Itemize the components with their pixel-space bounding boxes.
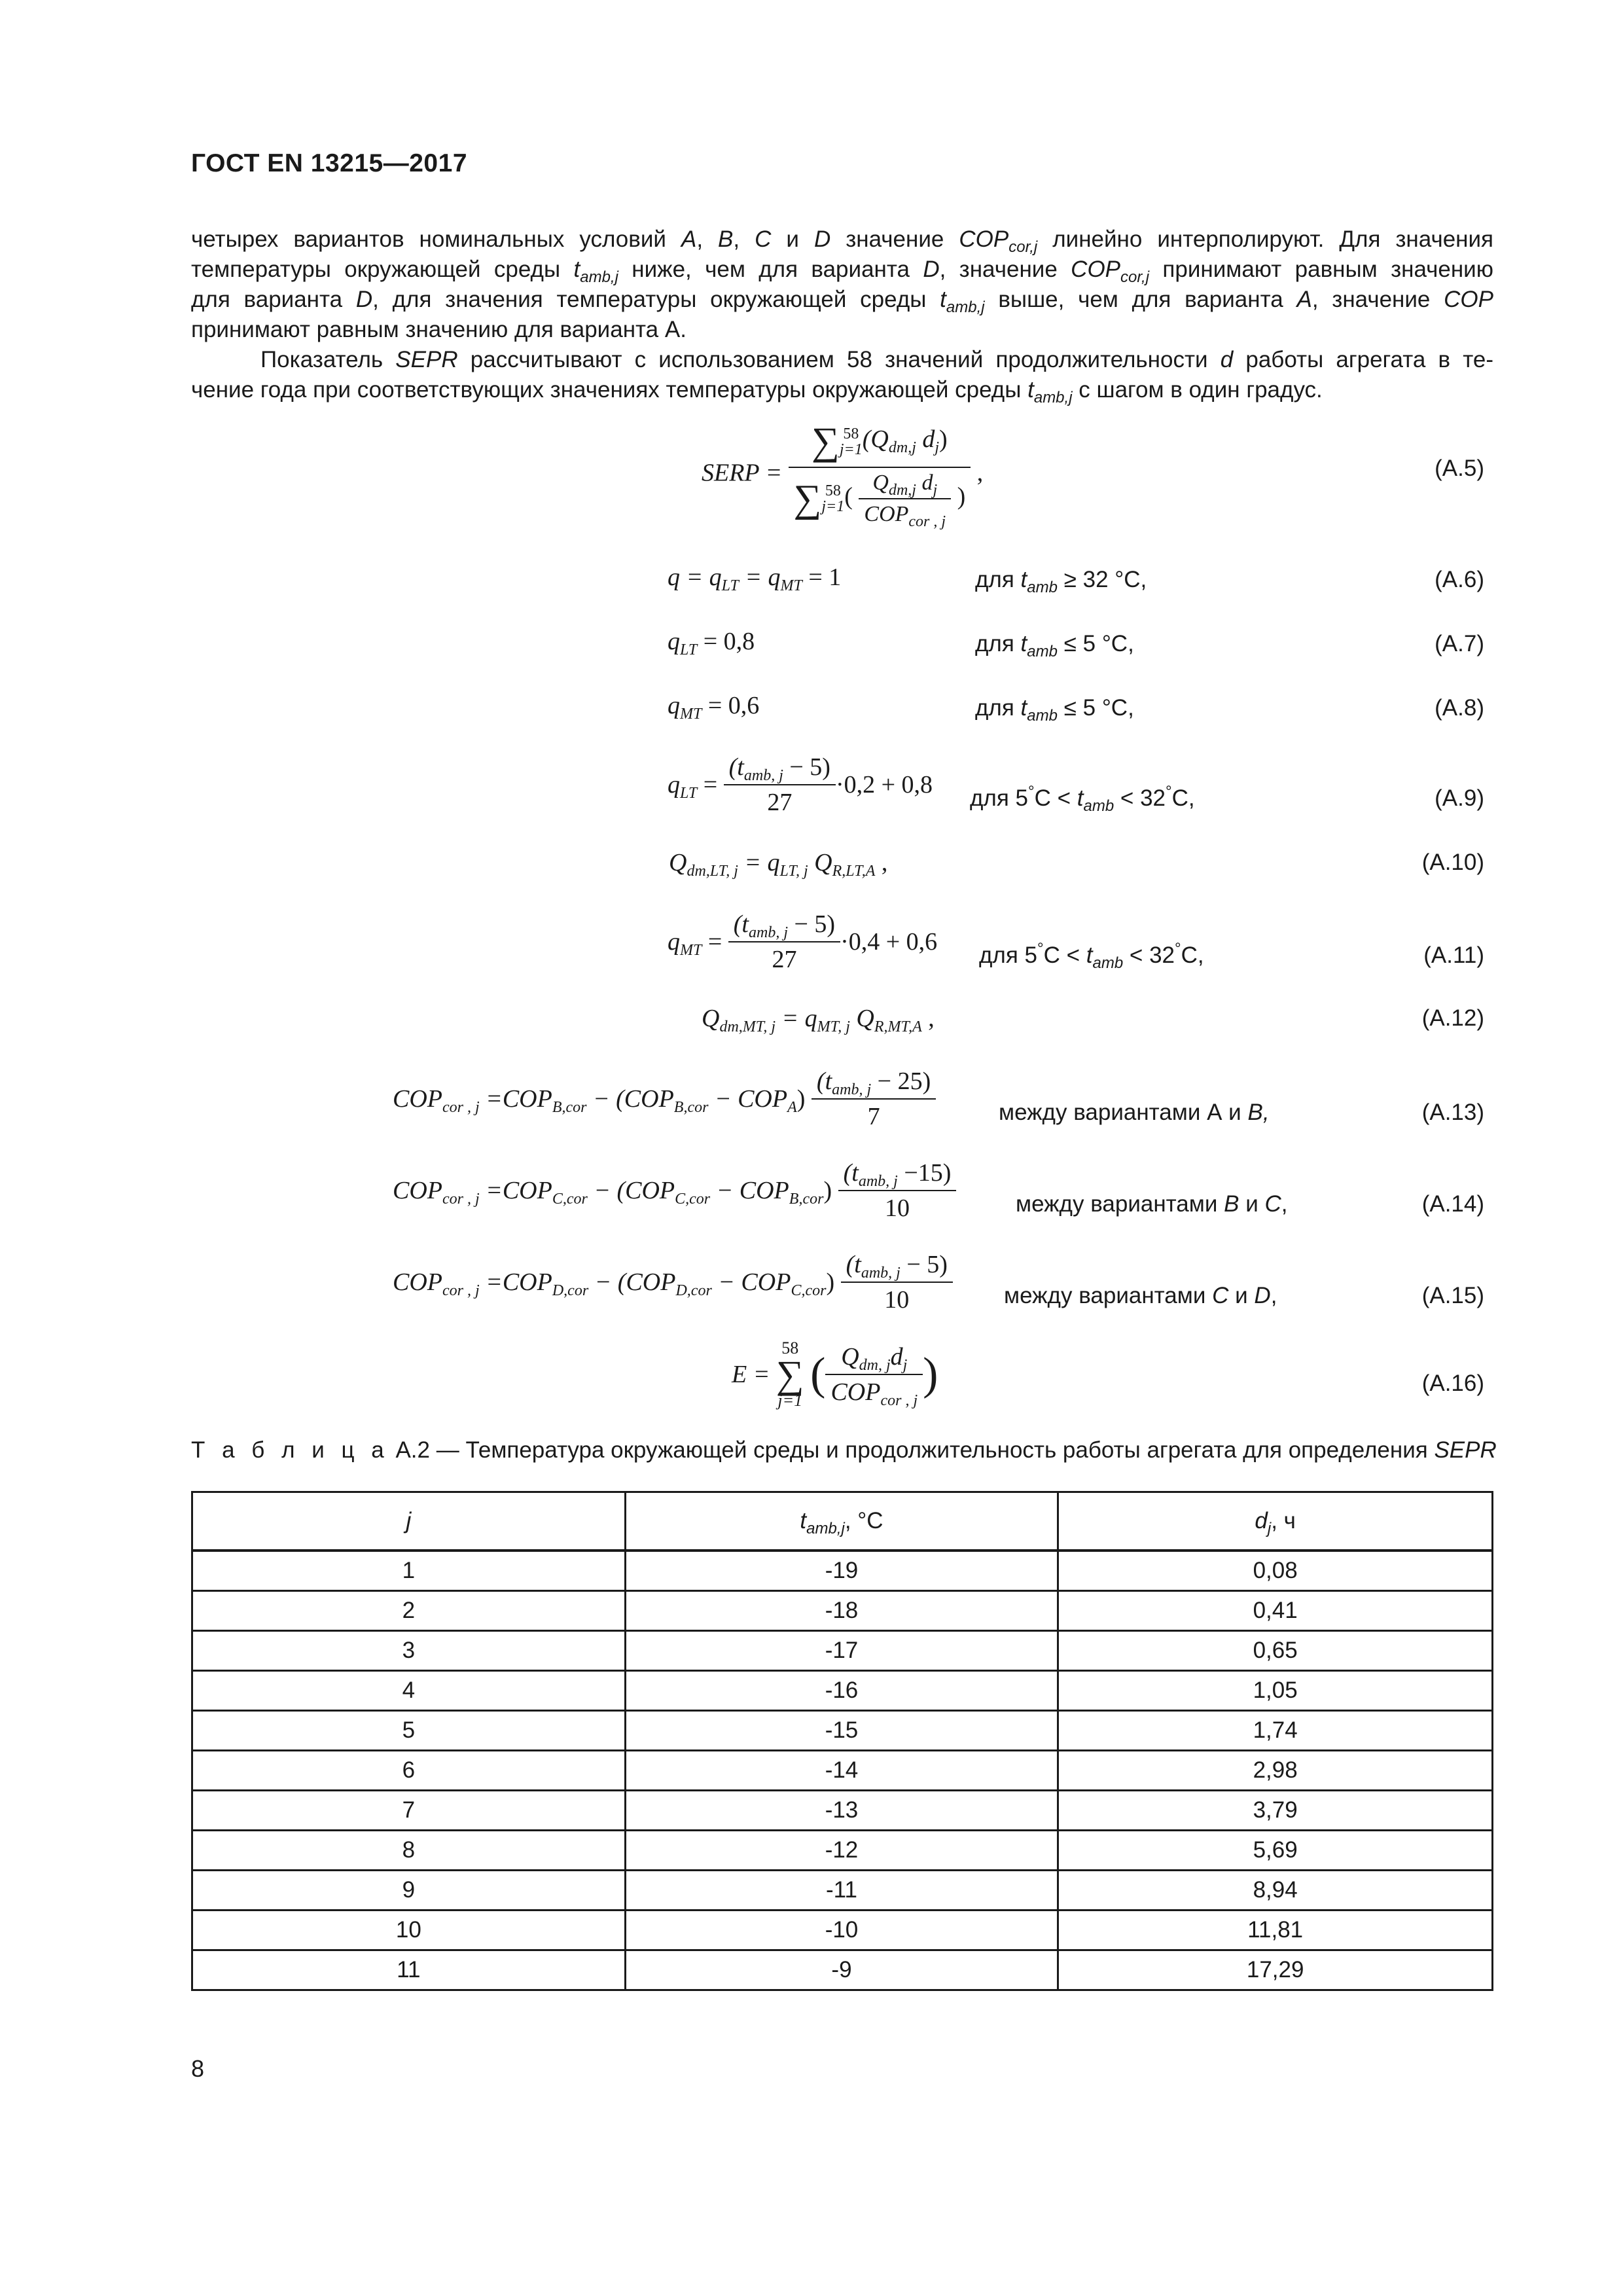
equation-number: (A.12) bbox=[1421, 1005, 1484, 1031]
cell-temperature: -18 bbox=[625, 1591, 1058, 1631]
equation-a5: SERP = ∑ 58 $j=1(Q_{dm,j}$ $d_j$) ∑ 58 j=1( $\frac{Q_{dm,j} d_j}{COP_{cor , j}}$ ) , bbox=[702, 420, 984, 530]
cell-duration: 0,65 bbox=[1058, 1631, 1493, 1671]
cell-duration: 0,08 bbox=[1058, 1551, 1493, 1591]
paragraph-line: принимают равным значению для варианта А. bbox=[191, 317, 687, 342]
equation-condition: между вариантами C и D, bbox=[1004, 1283, 1277, 1308]
table-row bbox=[192, 1551, 1493, 1591]
cell-temperature: -9 bbox=[625, 1950, 1058, 1990]
cell-duration: 3,79 bbox=[1058, 1791, 1493, 1831]
column-header-temperature: $t_{amb,j}$, °C bbox=[625, 1492, 1058, 1551]
table-row bbox=[192, 1711, 1493, 1751]
equation-number: (A.9) bbox=[1435, 785, 1484, 811]
equation-condition: для $t_{amb} \le 5$ °C, bbox=[975, 631, 1134, 660]
cell-temperature: -14 bbox=[625, 1751, 1058, 1791]
document-header: ГОСТ EN 13215—2017 bbox=[191, 149, 468, 177]
equation-number: (A.15) bbox=[1421, 1283, 1484, 1308]
equation-condition: для $5^\circ C < t_{amb} < 32^\circ C$, bbox=[979, 940, 1204, 972]
table-row bbox=[192, 1831, 1493, 1871]
equation-condition: для $t_{amb} \le 5$ °C, bbox=[975, 695, 1134, 725]
cell-duration: 1,05 bbox=[1058, 1671, 1493, 1711]
equation-condition: между вариантами B и C, bbox=[1016, 1191, 1288, 1217]
equation-a6: $q = q_{LT} = q_{MT} = 1$ bbox=[668, 564, 842, 594]
cell-duration: 2,98 bbox=[1058, 1751, 1493, 1791]
column-header-duration: $d_j$, ч bbox=[1058, 1492, 1493, 1551]
equation-number: (A.11) bbox=[1423, 942, 1484, 968]
equation-a10: $Q_{dm,LT, j} = q_{LT, j}$ $Q_{R,LT,A}$ , bbox=[669, 849, 888, 880]
equation-number: (A.5) bbox=[1435, 456, 1484, 481]
equation-number: (A.7) bbox=[1435, 631, 1484, 656]
cell-temperature: -17 bbox=[625, 1631, 1058, 1671]
cell-duration: 5,69 bbox=[1058, 1831, 1493, 1871]
cell-j: 1 bbox=[192, 1551, 626, 1591]
cell-temperature: -13 bbox=[625, 1791, 1058, 1831]
table-row bbox=[192, 1791, 1493, 1831]
cell-temperature: -10 bbox=[625, 1910, 1058, 1950]
paragraph-line: для варианта D, для значения температуры окружающей среды $t_{amb,j}$ выше, чем для варианта A, значение COP bbox=[191, 287, 1493, 316]
cell-duration: 0,41 bbox=[1058, 1591, 1493, 1631]
equation-number: (A.13) bbox=[1421, 1100, 1484, 1125]
equation-condition: для $5^\circ C < t_{amb} < 32^\circ C$, bbox=[970, 783, 1195, 815]
cell-temperature: -12 bbox=[625, 1831, 1058, 1871]
equation-a8: $q_{MT} = 0,6$ bbox=[668, 692, 760, 723]
table-caption: Т а б л и ц а А.2 — Температура окружающей среды и продолжительность работы агрегата для определения SEPR bbox=[191, 1437, 1497, 1463]
equation-a9: $q_{LT}$ = $\frac{(t_{amb, j} - 5)}{27}$ ·0,2 + 0,8 bbox=[668, 753, 933, 816]
paragraph-interpolation bbox=[191, 224, 1493, 345]
table-row bbox=[192, 1910, 1493, 1950]
cell-j: 11 bbox=[192, 1950, 626, 1990]
equation-number: (A.6) bbox=[1435, 567, 1484, 592]
cell-duration: 1,74 bbox=[1058, 1711, 1493, 1751]
cell-temperature: -15 bbox=[625, 1711, 1058, 1751]
cell-j: 4 bbox=[192, 1671, 626, 1711]
cell-temperature: -16 bbox=[625, 1671, 1058, 1711]
cell-j: 3 bbox=[192, 1631, 626, 1671]
equation-a7: $q_{LT} = 0,8$ bbox=[668, 628, 755, 658]
equation-a14: $COP_{cor , j} =COP_{C,cor} - (COP_{C,cor} - COP_{B,cor})$ $\frac{(t_{amb, j} -15)}{10}$ bbox=[393, 1158, 956, 1223]
cell-duration: 11,81 bbox=[1058, 1910, 1493, 1950]
paragraph-line: температуры окружающей среды $t_{amb,j}$ ниже, чем для варианта D, значение $COP_{cor,j}$ принимают равным значению bbox=[191, 257, 1493, 286]
table-row bbox=[192, 1751, 1493, 1791]
equation-a13: $COP_{cor , j} =COP_{B,cor} - (COP_{B,cor} - COP_A)$ $\frac{(t_{amb, j} - 25)}{7}$ bbox=[393, 1067, 936, 1131]
equation-number: (A.16) bbox=[1421, 1371, 1484, 1396]
table-row bbox=[192, 1671, 1493, 1711]
equation-condition: для $t_{amb} \ge 32$ °C, bbox=[975, 567, 1147, 596]
cell-j: 2 bbox=[192, 1591, 626, 1631]
equation-number: (A.10) bbox=[1421, 850, 1484, 875]
equation-a11: $q_{MT}$ = $\frac{(t_{amb, j} - 5)}{27}$ ·0,4 + 0,6 bbox=[668, 910, 938, 973]
equation-number: (A.8) bbox=[1435, 695, 1484, 721]
cell-j: 9 bbox=[192, 1871, 626, 1910]
equation-a15: $COP_{cor , j} =COP_{D,cor} - (COP_{D,cor} - COP_{C,cor})$ $\frac{(t_{amb, j} - 5)}{10}$ bbox=[393, 1250, 953, 1314]
cell-temperature: -11 bbox=[625, 1871, 1058, 1910]
table-row bbox=[192, 1591, 1493, 1631]
cell-j: 6 bbox=[192, 1751, 626, 1791]
cell-duration: 17,29 bbox=[1058, 1950, 1493, 1990]
cell-j: 10 bbox=[192, 1910, 626, 1950]
column-header-j: j bbox=[192, 1492, 626, 1551]
cell-temperature: -19 bbox=[625, 1551, 1058, 1591]
paragraph-line: четырех вариантов номинальных условий A, B, C и D значение $COP_{cor,j}$ линейно интерполируют. Для значения bbox=[191, 226, 1493, 256]
table-header-row bbox=[192, 1492, 1493, 1551]
cell-j: 7 bbox=[192, 1791, 626, 1831]
paragraph-line: чение года при соответствующих значениях температуры окружающей среды $t_{amb,j}$ с шагом в один градус. bbox=[191, 377, 1323, 406]
table-row bbox=[192, 1871, 1493, 1910]
equation-a16: E = 58 ∑ j=1 ( $\frac{Q_{dm, j}d_j}{COP_{cor , j}}$ ) bbox=[732, 1338, 938, 1410]
equation-condition: между вариантами А и B, bbox=[999, 1100, 1270, 1125]
paragraph-line: Показатель SEPR рассчитывают с использованием 58 значений продолжительности d работы агрегата в те- bbox=[260, 347, 1494, 372]
data-table bbox=[191, 1491, 1493, 1991]
paragraph-sepr bbox=[191, 345, 1493, 405]
page-number: 8 bbox=[191, 2055, 205, 2082]
equation-a12: $Q_{dm,MT, j} = q_{MT, j}$ $Q_{R,MT,A}$ , bbox=[702, 1005, 935, 1035]
cell-duration: 8,94 bbox=[1058, 1871, 1493, 1910]
cell-j: 8 bbox=[192, 1831, 626, 1871]
table-row bbox=[192, 1950, 1493, 1990]
equation-number: (A.14) bbox=[1421, 1191, 1484, 1217]
cell-j: 5 bbox=[192, 1711, 626, 1751]
table-row bbox=[192, 1631, 1493, 1671]
